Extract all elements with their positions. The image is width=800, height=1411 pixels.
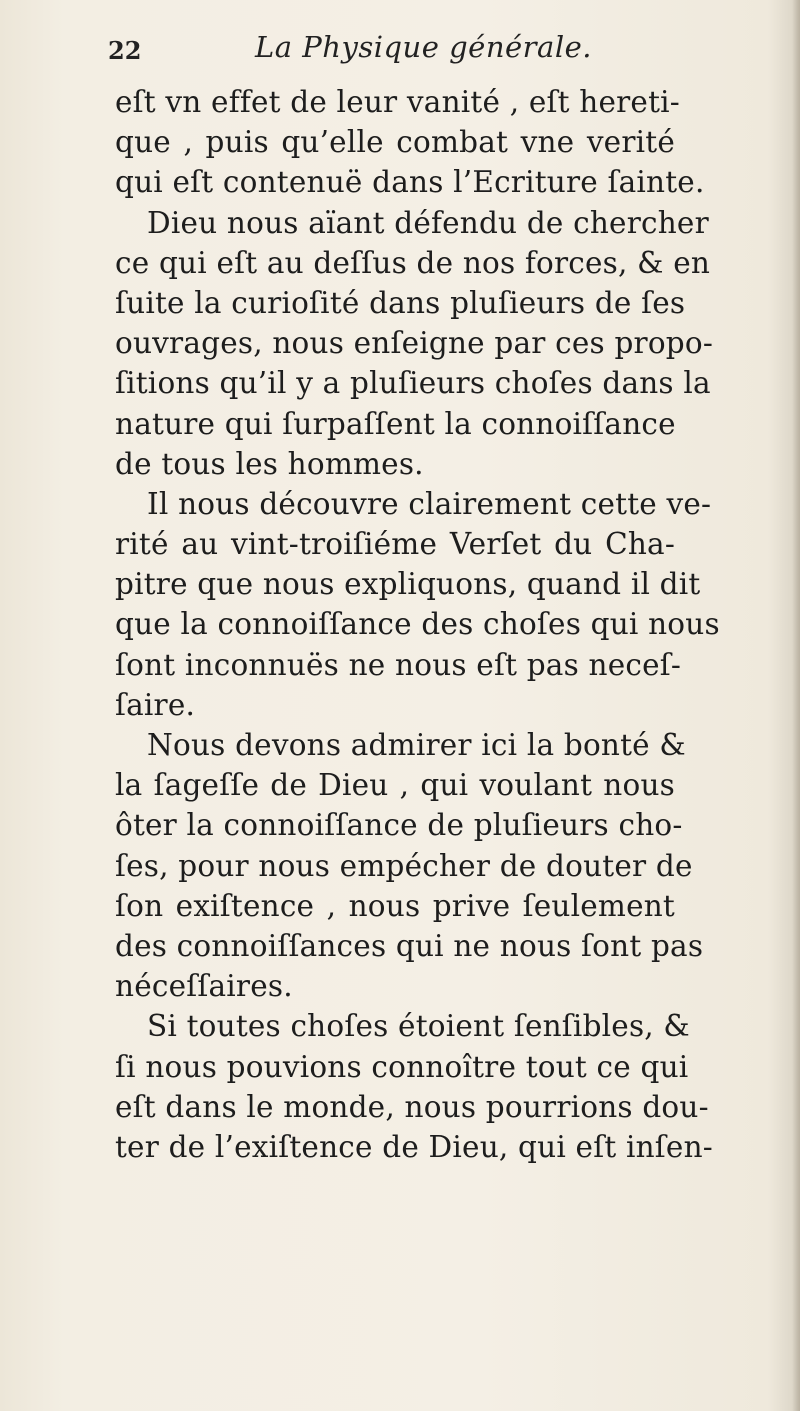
paragraph-start-line: Il nous découvre clairement cette ve- [147,486,712,521]
text-line: nature qui ſurpaſſent la connoiſſance [115,406,676,441]
text-line: ſi nous pouvions connoître tout ce qui [115,1049,689,1084]
running-title: La Physique générale. [255,30,592,64]
text-line: ſuite la curioſité dans pluſieurs de ſes [115,285,686,320]
text-line: ouvrages, nous enſeigne par ces propo- [115,326,714,361]
text-line: que la connoiſſance des choſes qui nous [115,607,720,642]
page-header [108,18,668,78]
paragraph-start-line: Si toutes choſes étoient ſenſibles, & [147,1009,690,1044]
text-line: rité au vint-troiſiéme Verſet du Cha- [115,527,675,562]
text-line: néceſſaires. [115,969,293,1004]
text-line: des connoiſſances qui ne nous ſont pas [115,928,704,963]
text-line: qui eſt contenuë dans l’Ecriture ſainte. [115,165,705,200]
page-number: 22 [108,36,142,65]
text-line: ôter la connoiſſance de pluſieurs cho- [115,808,683,843]
text-line: eſt vn effet de leur vanité , eſt hereti- [115,85,680,119]
text-line: que , puis qu’elle combat vne verité [115,125,675,160]
text-line: pitre que nous expliquons, quand il dit [115,567,701,602]
text-line: de tous les hommes. [115,446,424,481]
text-line: ſes, pour nous empécher de douter de [115,848,693,883]
body-text [115,82,720,1167]
text-line: la ſageſſe de Dieu , qui voulant nous [115,768,675,803]
text-line: ſon exiſtence , nous prive ſeulement [115,888,675,923]
text-line: ter de l’exiſtence de Dieu, qui eſt inſen- [115,1129,713,1164]
text-line: ſaire. [115,687,196,722]
text-line: eſt dans le monde, nous pourrions dou- [115,1089,709,1124]
paragraph-start-line: Dieu nous aïant défendu de chercher [147,205,709,240]
text-line: ce qui eſt au deſſus de nos forces, & en [115,245,711,280]
page-edge-shadow [792,0,800,1411]
text-line: ſitions qu’il y a pluſieurs choſes dans la [115,366,711,401]
paragraph-start-line: Nous devons admirer ici la bonté & [147,728,686,762]
text-line: ſont inconnuës ne nous eſt pas neceſ- [115,647,682,682]
